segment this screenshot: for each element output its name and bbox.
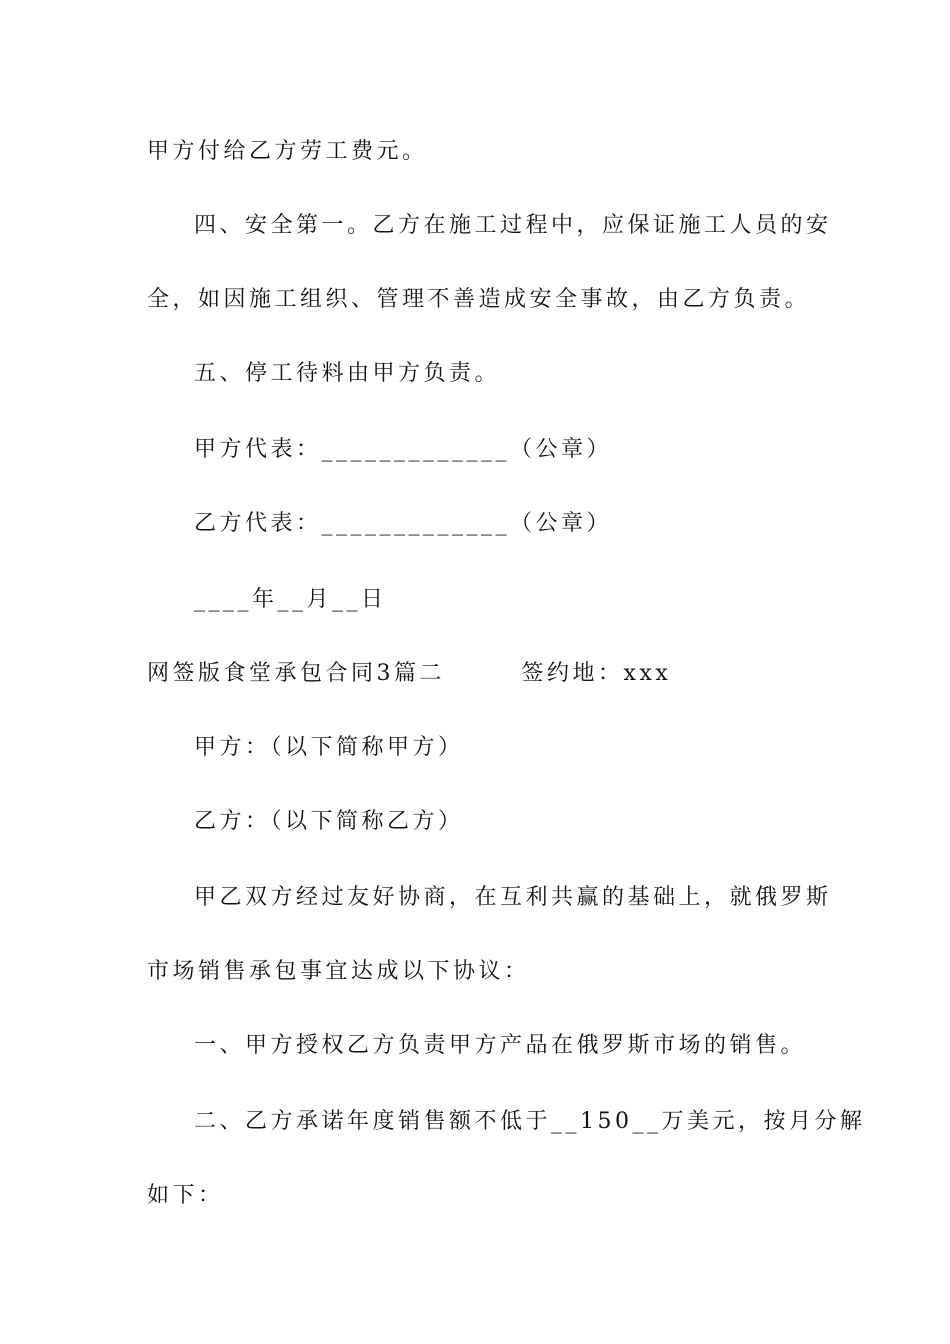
paragraph-safety-first: 四、安全第一。乙方在施工过程中，应保证施工人员的安 <box>194 213 832 238</box>
paragraph-agreement-intro-continued: 市场销售承包事宜达成以下协议： <box>147 959 530 984</box>
party-a-line: 甲方：（以下简称甲方） <box>194 735 464 760</box>
paragraph-labor-fee: 甲方付给乙方劳工费元。 <box>147 139 428 164</box>
party-b-representative-line: 乙方代表：_____________（公章） <box>194 511 613 536</box>
clause-two: 二、乙方承诺年度销售额不低于__150__万美元，按月分解 <box>194 1109 866 1134</box>
section-heading-contract-2: 网签版食堂承包合同3篇二 签约地：xxx <box>147 661 672 686</box>
party-b-line: 乙方：（以下简称乙方） <box>194 809 464 834</box>
date-line: ____年__月__日 <box>194 587 387 612</box>
clause-one: 一、甲方授权乙方负责甲方产品在俄罗斯市场的销售。 <box>194 1033 807 1058</box>
paragraph-agreement-intro: 甲乙双方经过友好协商，在互利共赢的基础上，就俄罗斯 <box>194 885 832 910</box>
paragraph-safety-continued: 全，如因施工组织、管理不善造成安全事故，由乙方负责。 <box>147 287 811 312</box>
paragraph-work-stoppage: 五、停工待料由甲方负责。 <box>194 361 501 386</box>
party-a-representative-line: 甲方代表：_____________（公章） <box>194 437 613 462</box>
clause-two-continued: 如下： <box>147 1183 224 1208</box>
